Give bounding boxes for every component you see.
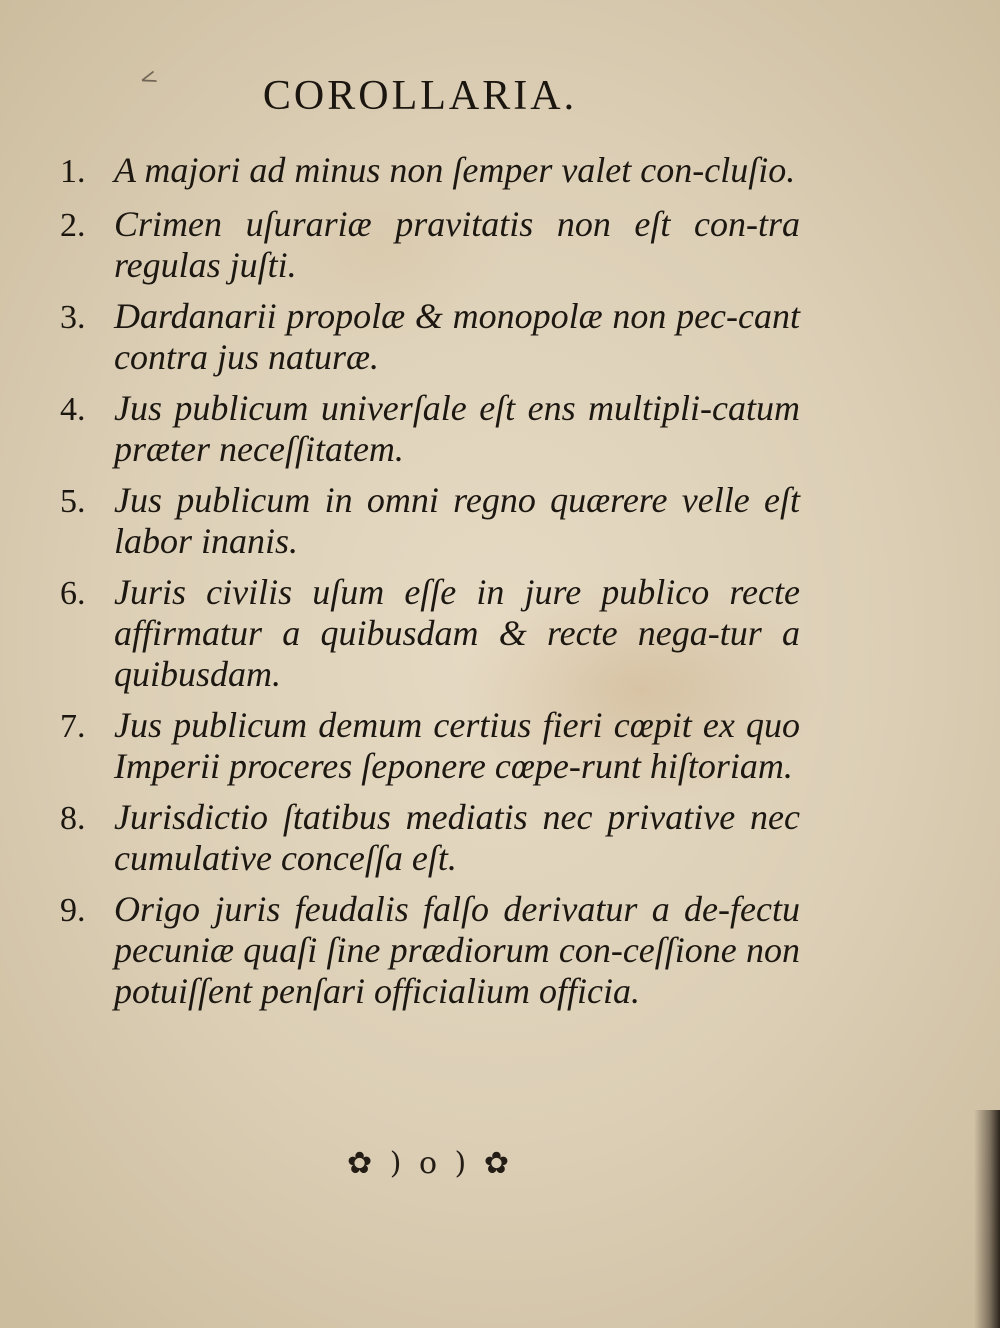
item-text: Crimen uſurariæ pravitatis non eſt con-tra regulas juſti. [114, 204, 800, 285]
ornament-center: ) o ) [389, 1146, 471, 1181]
item-text: Jus publicum demum certius fieri cœpit ex quo Imperii proceres ſeponere cœpe-runt hiſtoriam. [114, 705, 800, 786]
corollaria-list [60, 150, 800, 1022]
rosette-left-icon: ✿ [347, 1146, 377, 1181]
list-item [60, 296, 800, 378]
page-title: COROLLARIA. [262, 73, 578, 119]
list-item [60, 797, 800, 879]
item-text: Origo juris feudalis falſo derivatur a de-fectu pecuniæ quaſi ſine prædiorum con-ceſſione non potuiſſent penſari officialium officia. [114, 889, 800, 1011]
list-item [60, 705, 800, 787]
list-item [60, 572, 800, 695]
footer-ornament [0, 1146, 860, 1181]
item-number: 3. [60, 299, 86, 336]
item-text: Dardanarii propolæ & monopolæ non pec-cant contra jus naturæ. [114, 296, 800, 377]
item-number: 4. [60, 391, 86, 428]
item-number: 8. [60, 800, 86, 837]
list-item [60, 150, 800, 194]
list-item [60, 889, 800, 1012]
item-text: A majori ad minus non ſemper valet con-cluſio. [114, 150, 796, 190]
page-edge-shadow [974, 1110, 1000, 1328]
stray-pen-mark: < [136, 63, 162, 94]
list-item [60, 388, 800, 470]
item-number: 9. [60, 892, 86, 929]
item-number: 6. [60, 575, 86, 612]
list-item [60, 480, 800, 562]
item-text: Jus publicum in omni regno quærere velle eſt labor inanis. [114, 480, 800, 561]
item-text: Jus publicum univerſale eſt ens multipli-catum præter neceſſitatem. [114, 388, 800, 469]
item-number: 7. [60, 708, 86, 745]
item-text: Juris civilis uſum eſſe in jure publico recte affirmatur a quibusdam & recte nega-tur a quibusdam. [114, 572, 800, 694]
item-text: Jurisdictio ſtatibus mediatis nec privative nec cumulative conceſſa eſt. [114, 797, 800, 878]
rosette-right-icon: ✿ [483, 1146, 513, 1181]
item-number: 1. [60, 153, 86, 190]
item-number: 5. [60, 483, 86, 520]
item-number: 2. [60, 207, 86, 244]
list-item [60, 204, 800, 286]
